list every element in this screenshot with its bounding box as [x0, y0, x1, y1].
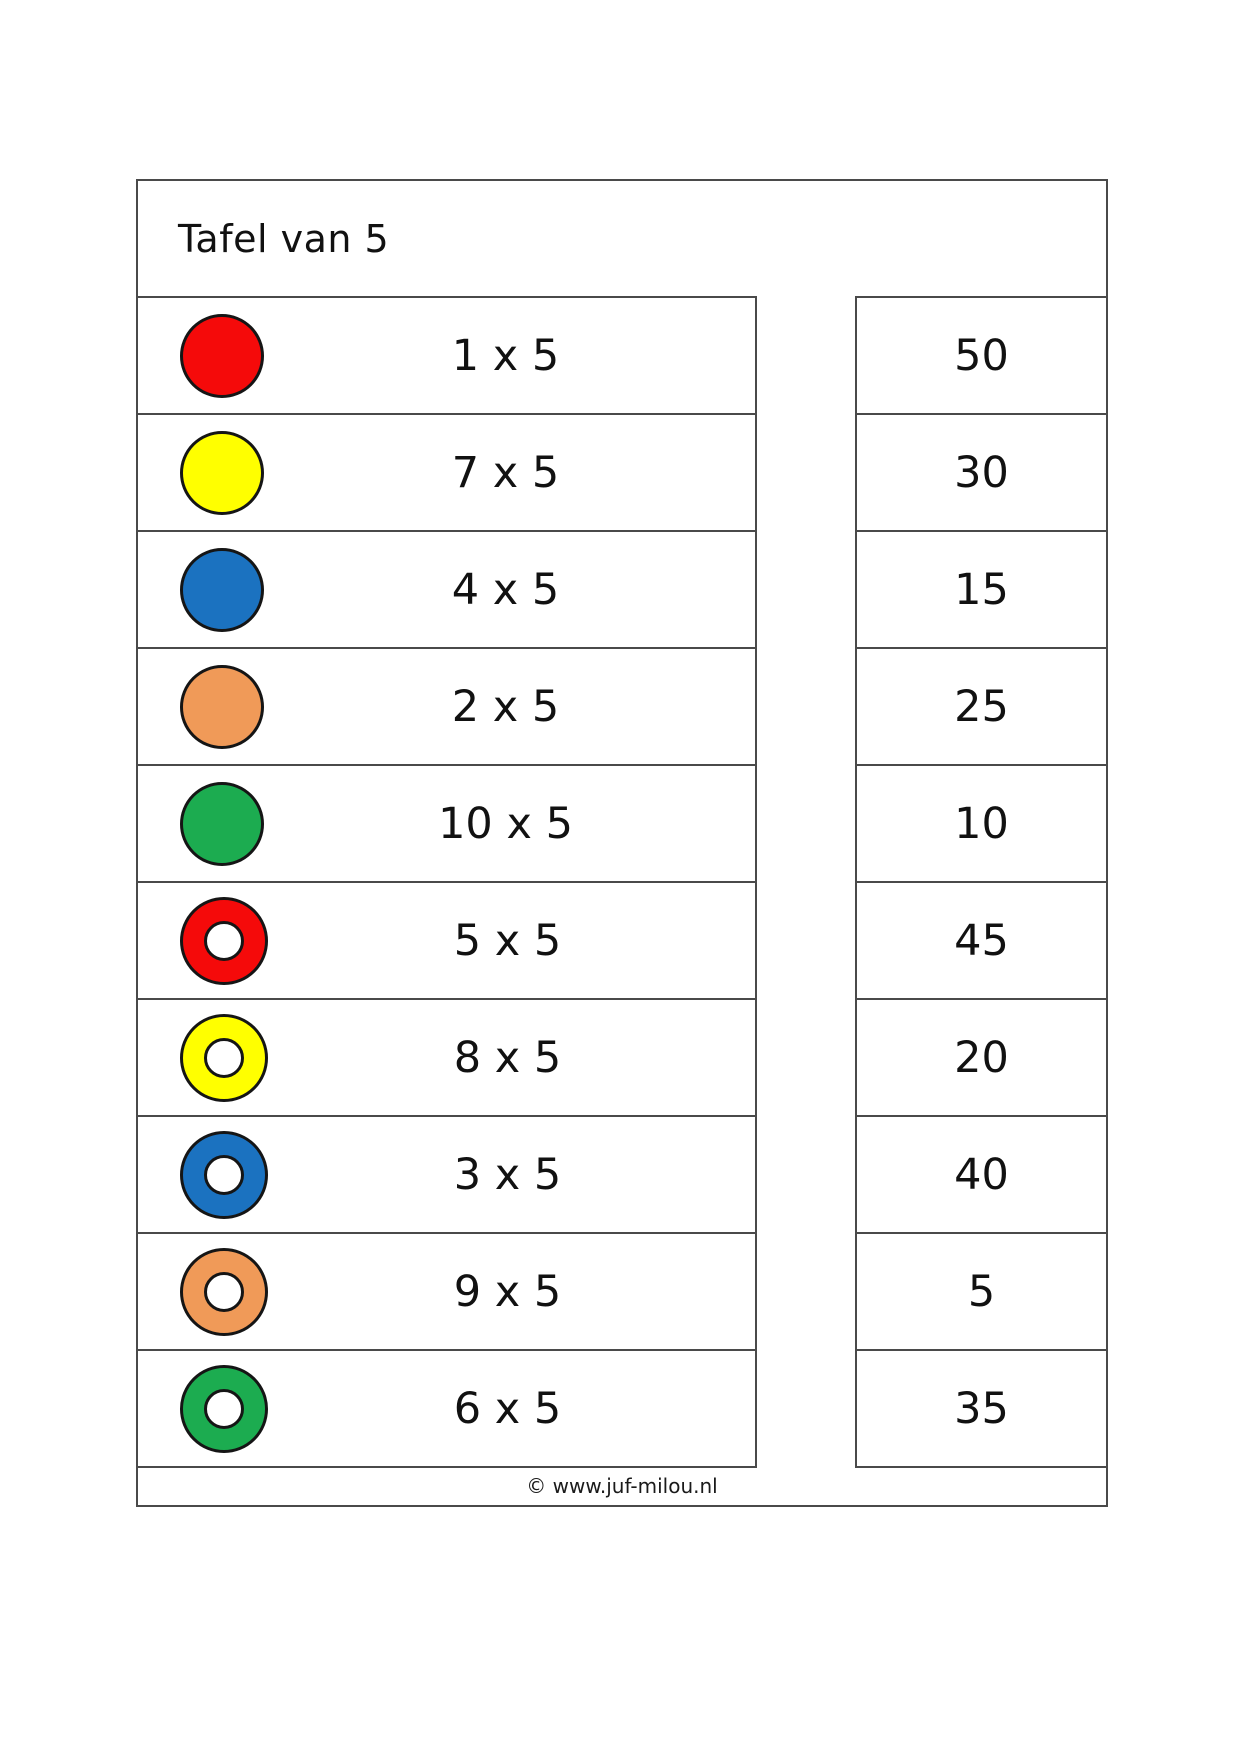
problem-expression: 5 x 5: [453, 915, 562, 966]
problem-row: [138, 532, 755, 649]
problem-expression: 10 x 5: [438, 798, 573, 849]
answer-cell: [857, 766, 1106, 883]
answer-cell: [857, 1000, 1106, 1117]
answer-cell: [857, 415, 1106, 532]
answer-value: 15: [954, 564, 1009, 615]
problem-row: [138, 883, 755, 1000]
answer-cell: [857, 1117, 1106, 1234]
answer-cell: [857, 649, 1106, 766]
red-circle-icon: [180, 314, 264, 398]
answer-value: 5: [967, 1266, 996, 1317]
answer-value: 30: [954, 447, 1009, 498]
answer-value: 35: [954, 1383, 1009, 1434]
answer-cell: [857, 1351, 1106, 1466]
problem-row: [138, 1234, 755, 1351]
green-ring-icon: [180, 1365, 268, 1453]
yellow-ring-icon: [180, 1014, 268, 1102]
answer-cell: [857, 298, 1106, 415]
problem-expression: 1 x 5: [451, 330, 560, 381]
answers-table: [855, 296, 1108, 1468]
problem-expression: 2 x 5: [451, 681, 560, 732]
answer-cell: [857, 532, 1106, 649]
red-ring-icon: [180, 897, 268, 985]
problem-expression: 4 x 5: [451, 564, 560, 615]
problem-row: [138, 1000, 755, 1117]
answer-value: 20: [954, 1032, 1009, 1083]
green-circle-icon: [180, 782, 264, 866]
problem-row: [138, 298, 755, 415]
problem-expression: 7 x 5: [451, 447, 560, 498]
orange-circle-icon: [180, 665, 264, 749]
worksheet-page: [136, 179, 1108, 1507]
footer-credit: © www.juf-milou.nl: [526, 1474, 718, 1498]
answer-value: 25: [954, 681, 1009, 732]
answer-cell: [857, 883, 1106, 1000]
problem-row: [138, 415, 755, 532]
answer-value: 10: [954, 798, 1009, 849]
problem-expression: 6 x 5: [453, 1383, 562, 1434]
answer-value: 40: [954, 1149, 1009, 1200]
blue-ring-icon: [180, 1131, 268, 1219]
problems-table: [136, 296, 757, 1468]
yellow-circle-icon: [180, 431, 264, 515]
orange-ring-icon: [180, 1248, 268, 1336]
answer-value: 50: [954, 330, 1009, 381]
title-row: [138, 181, 1106, 296]
page-title: Tafel van 5: [178, 216, 390, 261]
answer-cell: [857, 1234, 1106, 1351]
problem-expression: 3 x 5: [453, 1149, 562, 1200]
problem-row: [138, 1351, 755, 1466]
problem-row: [138, 1117, 755, 1234]
problem-expression: 9 x 5: [453, 1266, 562, 1317]
problem-row: [138, 649, 755, 766]
problem-expression: 8 x 5: [453, 1032, 562, 1083]
problem-row: [138, 766, 755, 883]
blue-circle-icon: [180, 548, 264, 632]
answer-value: 45: [954, 915, 1009, 966]
